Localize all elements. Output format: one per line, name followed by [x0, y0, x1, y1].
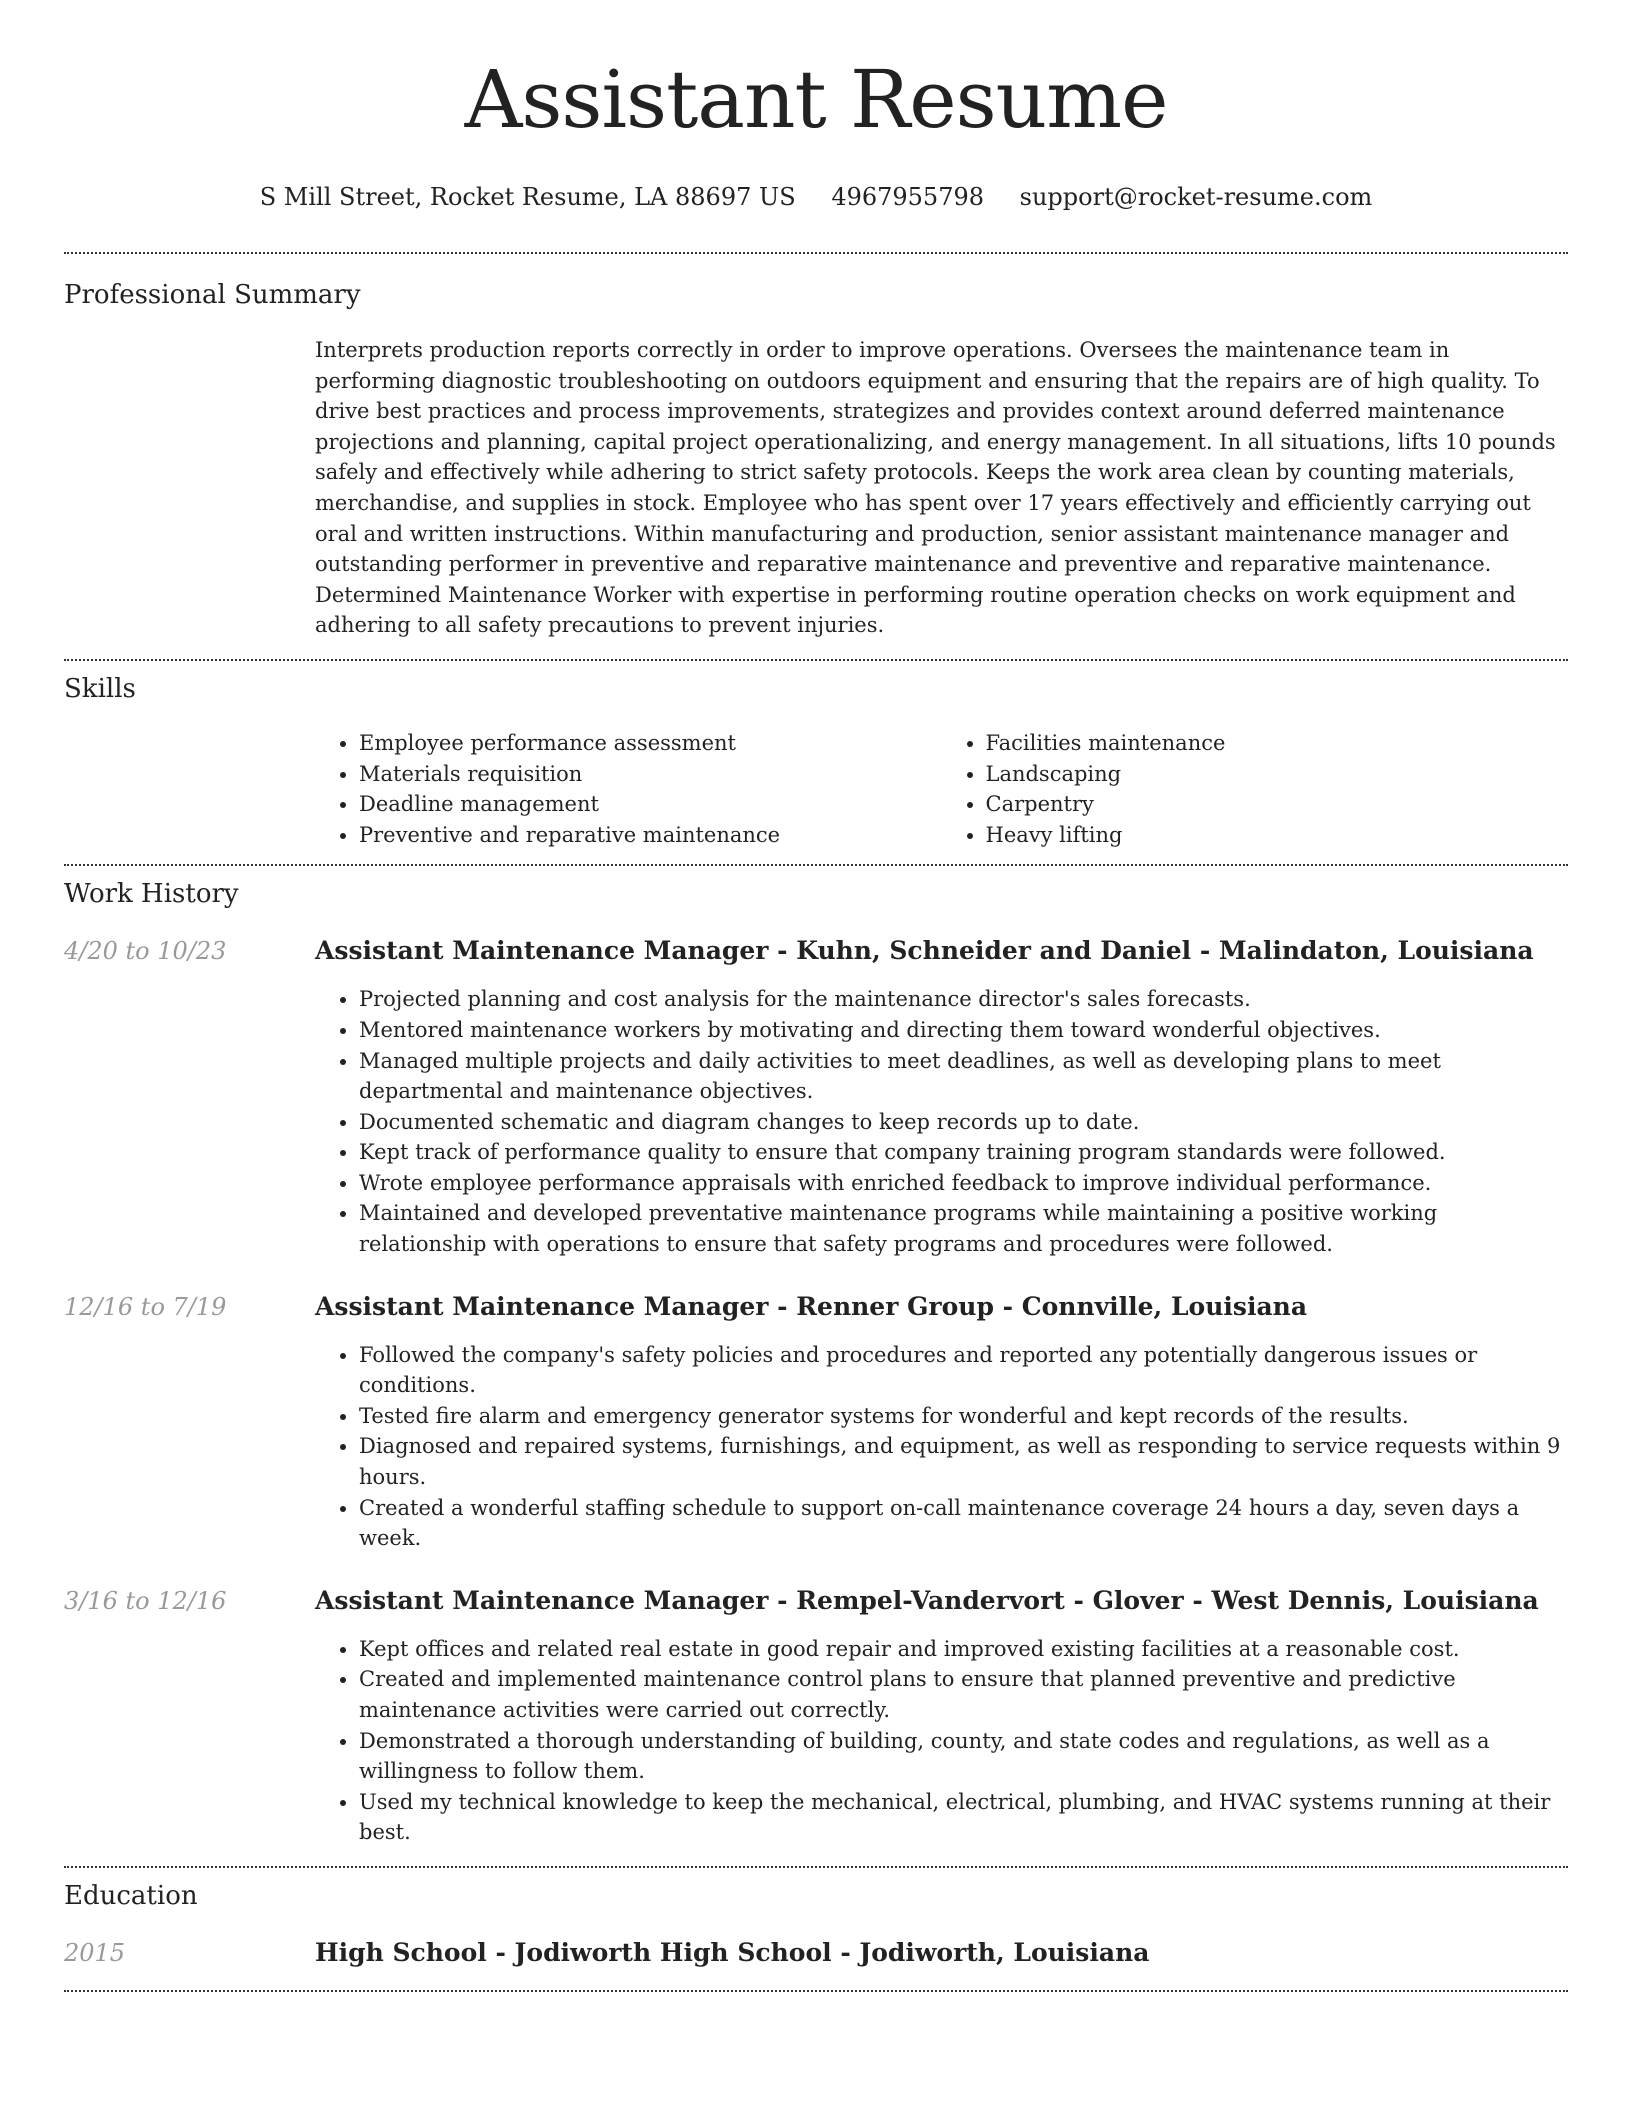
- job-bullet: • Kept track of performance quality to ensure that company training program standards were followed.: [359, 1137, 1568, 1168]
- summary-text: Interprets production reports correctly in order to improve operations. Oversees the maintenance team in performing diagnostic troubleshooting on outdoors equipment and ensuring that the repairs are of high quality. To drive best practices and process improvements, strategizes and provides context around deferred maintenance projections and planning, capital project operationalizing, and energy management. In all situations, lifts 10 pounds safely and effectively while adhering to strict safety protocols. Keeps the work area clean by counting materials, merchandise, and supplies in stock. Employee who has spent over 17 years effectively and efficiently carrying out oral and written instructions. Within manufacturing and production, senior assistant maintenance manager and outstanding performer in preventive and reparative maintenance and preventive and reparative maintenance. Determined Maintenance Worker with expertise in performing routine operation checks on work equipment and adhering to all safety precautions to prevent injuries.: [315, 338, 1556, 638]
- contact-address: S Mill Street, Rocket Resume, LA 88697 US: [259, 183, 796, 211]
- job-bullet: • Projected planning and cost analysis for the maintenance director's sales forecasts.: [359, 984, 1568, 1015]
- job-bullet: • Wrote employee performance appraisals with enriched feedback to improve individual performance.: [359, 1168, 1568, 1199]
- job-dates: 12/16 to 7/19: [64, 1292, 227, 1321]
- summary-section: [64, 254, 1568, 659]
- job-bullet: • Managed multiple projects and daily activities to meet deadlines, as well as developing plans to meet departmental and maintenance objectives.: [359, 1046, 1568, 1107]
- job-bullets: [315, 984, 1568, 1259]
- skill-item: • Heavy lifting: [986, 820, 1569, 851]
- job-bullet: • Kept offices and related real estate in good repair and improved existing facilities at a reasonable cost.: [359, 1634, 1568, 1665]
- section-title-education: Education: [64, 1880, 198, 1911]
- job-bullet: • Documented schematic and diagram changes to keep records up to date.: [359, 1107, 1568, 1138]
- job-heading: Assistant Maintenance Manager - Kuhn, Schneider and Daniel - Malindaton, Louisiana: [315, 936, 1534, 966]
- section-title-summary: Professional Summary: [64, 280, 361, 310]
- resume-title: Assistant Resume: [464, 53, 1168, 146]
- job-bullet: • Mentored maintenance workers by motivating and directing them toward wonderful objectives.: [359, 1015, 1568, 1046]
- job-dates: 3/16 to 12/16: [64, 1586, 227, 1615]
- job-heading: Assistant Maintenance Manager - Renner Group - Connville, Louisiana: [315, 1291, 1308, 1321]
- skill-item: • Materials requisition: [359, 759, 942, 790]
- education-dates: 2015: [64, 1938, 126, 1967]
- job-bullet: • Created a wonderful staffing schedule to support on-call maintenance coverage 24 hours a day, seven days a week.: [359, 1493, 1568, 1554]
- education-section: [64, 1868, 1568, 1990]
- skills-list-left: [315, 728, 942, 850]
- job-bullets: [315, 1340, 1568, 1554]
- skill-item: • Carpentry: [986, 789, 1569, 820]
- contact-phone: 4967955798: [831, 183, 985, 211]
- job-bullets: [315, 1634, 1568, 1848]
- work-history-section: [64, 866, 1568, 1866]
- education-entry: [64, 1938, 1568, 1990]
- education-heading: High School - Jodiworth High School - Jodiworth, Louisiana: [315, 1937, 1150, 1967]
- job-heading: Assistant Maintenance Manager - Rempel-Vandervort - Glover - West Dennis, Louisiana: [315, 1585, 1539, 1615]
- skills-section: [64, 661, 1568, 864]
- skill-item: • Preventive and reparative maintenance: [359, 820, 942, 851]
- job-entry: [64, 1586, 1568, 1866]
- job-entry: [64, 936, 1568, 1259]
- job-bullet: • Used my technical knowledge to keep the mechanical, electrical, plumbing, and HVAC systems running at their best.: [359, 1787, 1568, 1848]
- divider: [64, 1990, 1568, 1992]
- skill-item: • Deadline management: [359, 789, 942, 820]
- job-bullet: • Diagnosed and repaired systems, furnishings, and equipment, as well as responding to service requests within 9 hours.: [359, 1431, 1568, 1492]
- section-title-work: Work History: [64, 879, 239, 910]
- section-title-skills: Skills: [64, 673, 136, 704]
- contact-email: support@rocket-resume.com: [1019, 183, 1373, 211]
- skills-list-right: [942, 728, 1569, 850]
- job-bullet: • Created and implemented maintenance control plans to ensure that planned preventive and predictive maintenance activities were carried out correctly.: [359, 1664, 1568, 1725]
- job-bullet: • Tested fire alarm and emergency generator systems for wonderful and kept records of the results.: [359, 1401, 1568, 1432]
- job-dates: 4/20 to 10/23: [64, 937, 227, 966]
- job-bullet: • Maintained and developed preventative maintenance programs while maintaining a positive working relationship with operations to ensure that safety programs and procedures were followed.: [359, 1198, 1568, 1259]
- job-bullet: • Demonstrated a thorough understanding of building, county, and state codes and regulations, as well as a willingness to follow them.: [359, 1726, 1568, 1787]
- skill-item: • Facilities maintenance: [986, 728, 1569, 759]
- skill-item: • Landscaping: [986, 759, 1569, 790]
- job-entry: [64, 1292, 1568, 1554]
- resume-page: [64, 0, 1568, 1992]
- contact-line: [64, 182, 1568, 212]
- skill-item: • Employee performance assessment: [359, 728, 942, 759]
- job-bullet: • Followed the company's safety policies and procedures and reported any potentially dangerous issues or conditions.: [359, 1340, 1568, 1401]
